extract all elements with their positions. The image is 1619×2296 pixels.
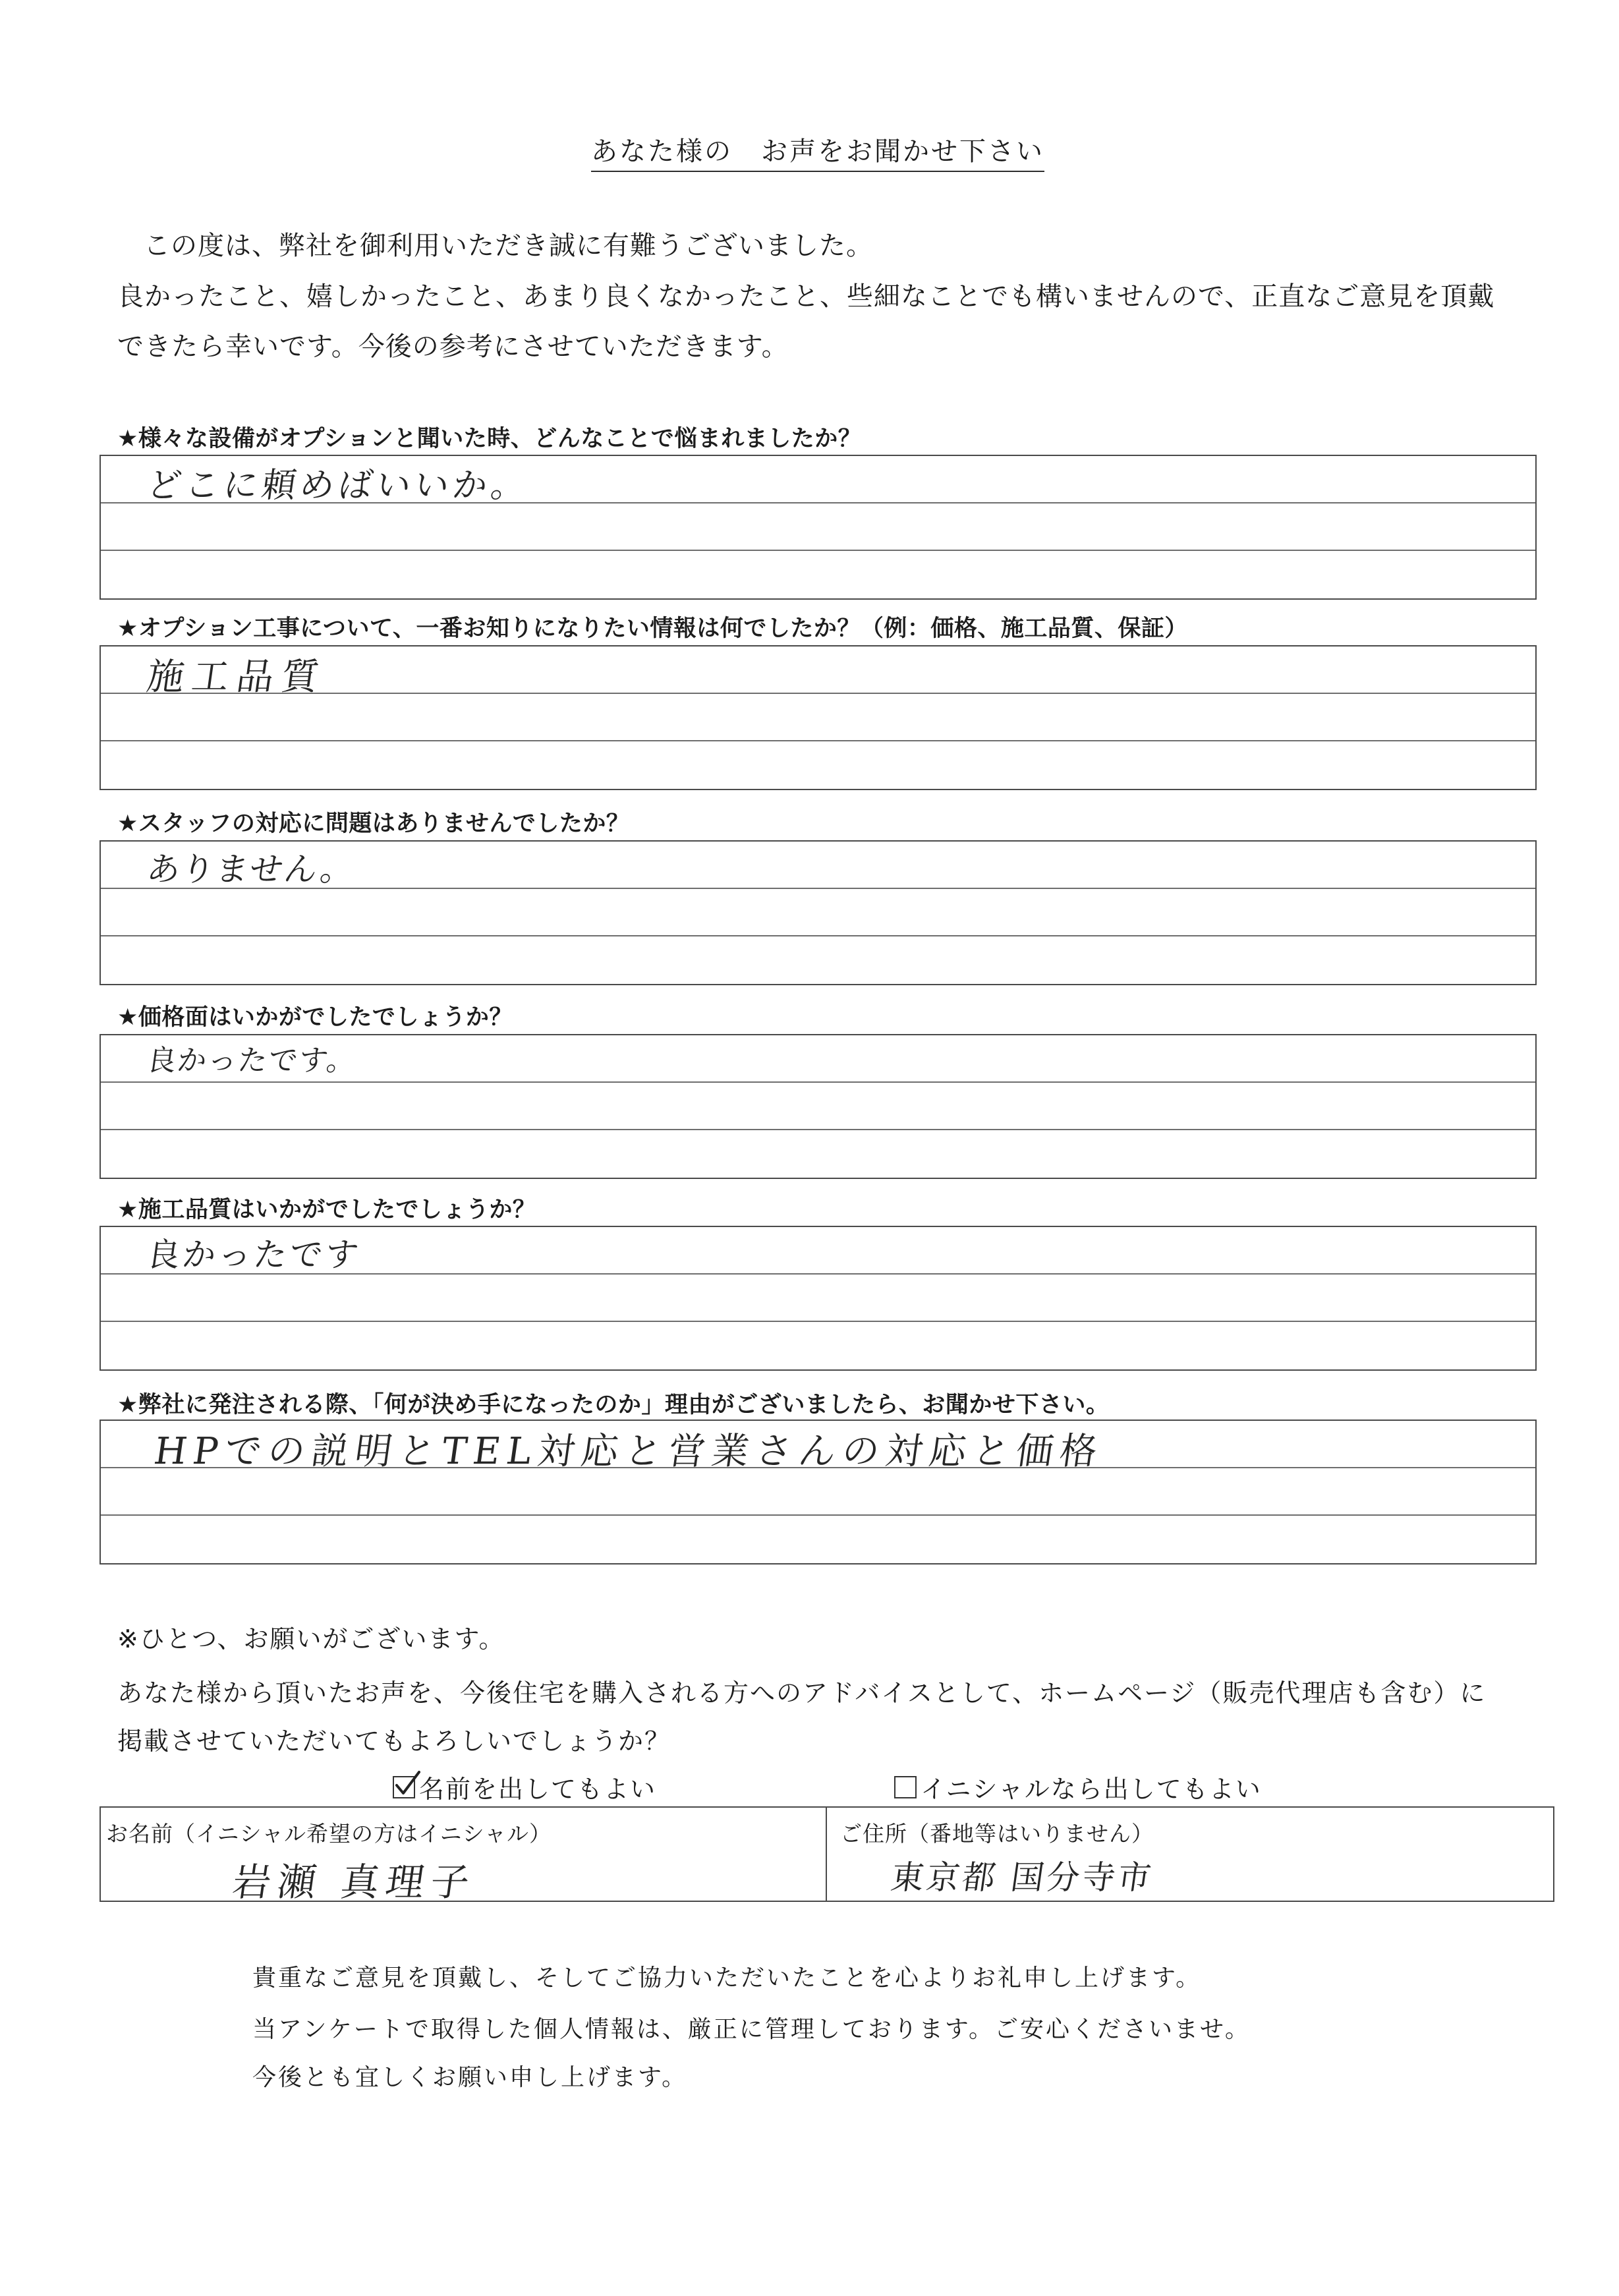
answer-box[interactable] bbox=[99, 1034, 1537, 1179]
answer-text: 施工品質 bbox=[144, 656, 329, 699]
answer-text: ありません。 bbox=[144, 850, 358, 888]
question-heading: ★施工品質はいかがでしたでしょうか？ bbox=[117, 1197, 536, 1223]
option-label: イニシャルなら出してもよい bbox=[921, 1775, 1262, 1804]
answer-row bbox=[101, 1130, 1535, 1178]
answer-row bbox=[101, 1083, 1535, 1130]
question-heading: ★様々な設備がオプションと聞いた時、どんなことで悩まれましたか？ bbox=[117, 426, 862, 452]
name-field[interactable] bbox=[101, 1808, 827, 1905]
name-value: 岩瀬 真理子 bbox=[229, 1860, 479, 1905]
closing-line: 貴重なご意見を頂戴し、そしてご協力いただいたことを心よりお礼申し上げます。 bbox=[252, 1965, 1202, 1992]
answer-row bbox=[101, 694, 1535, 741]
answer-text: HPでの説明とTEL対応と営業さんの対応と価格 bbox=[151, 1430, 1106, 1473]
intro-line: 良かったこと、嬉しかったこと、あまり良くなかったこと、些細なことでも構いませんので、正直なご意見を頂戴 bbox=[117, 281, 1495, 312]
closing-line: 当アンケートで取得した個人情報は、厳正に管理しております。ご安心くださいませ。 bbox=[252, 2016, 1251, 2043]
address-label: ご住所（番地等はいりません） bbox=[840, 1821, 1154, 1847]
name-label: お名前（イニシャル希望の方はイニシャル） bbox=[106, 1821, 552, 1847]
checkbox[interactable] bbox=[393, 1776, 415, 1798]
contact-box bbox=[99, 1806, 1554, 1905]
consent-option-name[interactable] bbox=[393, 1769, 656, 1805]
address-value: 東京都 国分寺市 bbox=[888, 1858, 1156, 1897]
question-heading: ★価格面はいかがでしたでしょうか？ bbox=[117, 1004, 513, 1031]
intro-line: できたら幸いです。今後の参考にさせていただきます。 bbox=[117, 331, 789, 362]
answer-text: 良かったです bbox=[144, 1236, 364, 1274]
consent-option-initials[interactable] bbox=[894, 1769, 1262, 1805]
answer-row bbox=[101, 1516, 1535, 1563]
answer-box[interactable] bbox=[99, 840, 1537, 985]
option-label: 名前を出してもよい bbox=[419, 1775, 657, 1804]
checkbox[interactable] bbox=[894, 1776, 917, 1798]
answer-box[interactable] bbox=[99, 1226, 1537, 1371]
answer-row bbox=[101, 1322, 1535, 1369]
answer-text: 良かったです。 bbox=[144, 1044, 360, 1077]
question-heading: ★弊社に発注される際、「何が決め手になったのか」理由がございましたら、お聞かせ下さい。 bbox=[117, 1392, 1110, 1418]
answer-row bbox=[101, 936, 1535, 984]
address-field[interactable] bbox=[827, 1808, 1553, 1901]
intro-line: この度は、弊社を御利用いただき誠に有難うございました。 bbox=[144, 231, 873, 261]
answer-text: どこに頼めばいいか。 bbox=[144, 466, 532, 505]
answer-row bbox=[101, 1275, 1535, 1322]
request-line: 掲載させていただいてもよろしいでしょうか？ bbox=[117, 1727, 671, 1756]
request-line: あなた様から頂いたお声を、今後住宅を購入される方へのアドバイスとして、ホームページ（販売代理店も含む）に bbox=[117, 1679, 1487, 1708]
answer-row bbox=[101, 889, 1535, 936]
answer-box[interactable] bbox=[99, 1420, 1537, 1564]
question-heading: ★スタッフの対応に問題はありませんでしたか？ bbox=[117, 811, 630, 837]
answer-row bbox=[101, 741, 1535, 789]
question-heading: ★オプション工事について、一番お知りになりたい情報は何でしたか？（例：価格、施工品質、保証） bbox=[117, 616, 1188, 642]
page-title-text: あなた様の お声をお聞かせ下さい bbox=[591, 130, 1044, 172]
page-title bbox=[591, 130, 1044, 172]
check-mark-icon bbox=[393, 1769, 422, 1798]
answer-box[interactable] bbox=[99, 455, 1537, 600]
answer-box[interactable] bbox=[99, 645, 1537, 790]
answer-row bbox=[101, 551, 1535, 598]
answer-row bbox=[101, 1468, 1535, 1516]
answer-row bbox=[101, 503, 1535, 551]
closing-line: 今後とも宜しくお願い申し上げます。 bbox=[252, 2064, 688, 2091]
request-line: ※ひとつ、お願いがございます。 bbox=[117, 1624, 505, 1653]
